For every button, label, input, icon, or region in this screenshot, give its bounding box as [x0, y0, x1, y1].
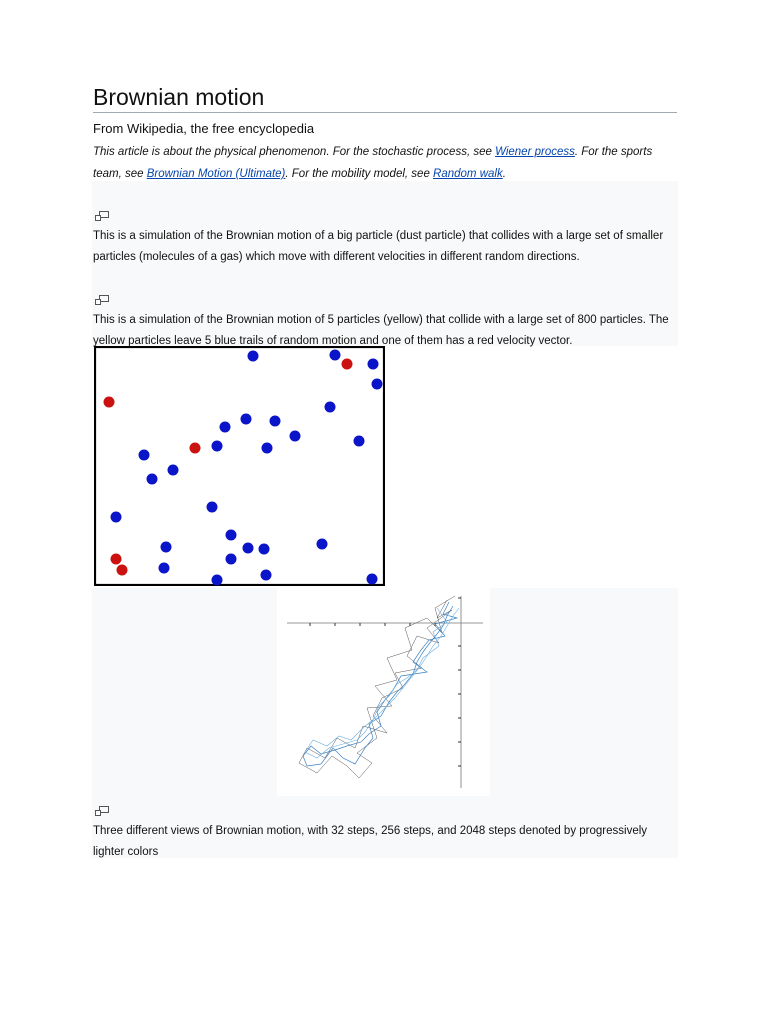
- hatnote-text-3: . For the mobility model, see: [285, 168, 434, 180]
- brownian-motion-ultimate-link[interactable]: Brownian Motion (Ultimate): [146, 168, 286, 180]
- hatnote: [93, 141, 683, 185]
- particle-simulation-image: [94, 346, 385, 586]
- figure-caption-2: This is a simulation of the Brownian motion of 5 particles (yellow) that collide with a large set of 800 particles. The yellow particles leave 5 blue trails of random motion and one of them has a red velocity vector.: [93, 314, 669, 347]
- magnify-clip-icon[interactable]: [95, 806, 109, 816]
- page-title: Brownian motion: [93, 84, 265, 110]
- figure-caption-3: Three different views of Brownian motion, with 32 steps, 256 steps, and 2048 steps denoted by progressively lighter colors: [93, 825, 648, 858]
- random-walk-plot-image: [277, 588, 490, 796]
- hatnote-text-4: .: [502, 168, 506, 180]
- hatnote-text-1: This article is about the physical phenomenon. For the stochastic process, see: [93, 146, 496, 158]
- hatnote-text-2: . For the sports team, see: [93, 146, 653, 180]
- random-walk-link[interactable]: Random walk: [433, 168, 503, 180]
- magnify-clip-icon[interactable]: [95, 295, 109, 305]
- magnify-clip-icon[interactable]: [95, 211, 109, 221]
- page-subtitle: From Wikipedia, the free encyclopedia: [93, 121, 315, 136]
- figure-caption-1: This is a simulation of the Brownian motion of a big particle (dust particle) that collides with a large set of smaller particles (molecules of a gas) which move with different velocities in different random directions.: [93, 230, 664, 263]
- wiener-process-link[interactable]: Wiener process: [495, 146, 575, 158]
- title-divider: [93, 112, 677, 113]
